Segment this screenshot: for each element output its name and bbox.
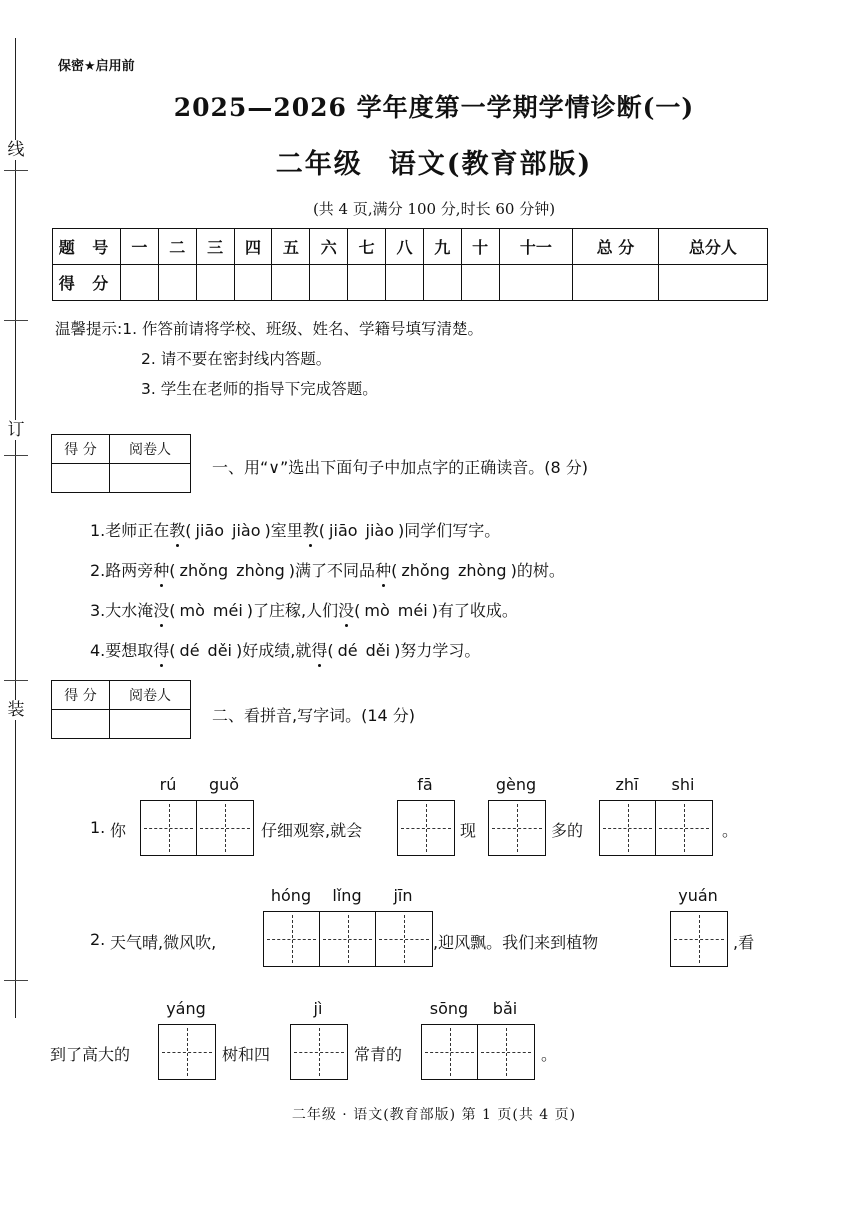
pinyin-option[interactable]: dé — [337, 641, 358, 660]
question-1-3: 3.大水淹没( mò méi )了庄稼,人们没( mò méi )有了收成。 — [90, 598, 518, 621]
pinyin-option[interactable]: jiāo — [329, 521, 358, 540]
score-cell[interactable] — [234, 265, 272, 301]
pinyin-option[interactable]: zhòng — [236, 561, 285, 580]
line1-text: 多的 — [551, 821, 584, 840]
grader-reviewer-label: 阅卷人 — [110, 681, 191, 710]
grader-reviewer-cell[interactable] — [110, 710, 191, 739]
score-col-header: 四 — [234, 229, 272, 265]
binding-tick — [4, 455, 28, 456]
page-footer: 二年级 · 语文(教育部版) 第 1 页(共 4 页) — [291, 1107, 577, 1123]
pinyin-option[interactable]: méi — [212, 601, 243, 620]
writing-grid[interactable] — [397, 800, 455, 856]
writing-grid[interactable] — [290, 1024, 348, 1080]
binding-char-xian: 线 — [7, 140, 25, 160]
binding-char-zhuang: 装 — [7, 700, 25, 720]
writing-grid[interactable] — [599, 800, 713, 856]
score-table — [52, 228, 768, 301]
score-col-header: 五 — [272, 229, 310, 265]
pinyin-option[interactable]: méi — [397, 601, 428, 620]
line2-text: 天气晴,微风吹, — [110, 933, 217, 952]
exam-subtitle — [0, 142, 868, 181]
binding-line — [15, 38, 16, 1018]
writing-grid[interactable] — [421, 1024, 535, 1080]
grader-score-cell[interactable] — [52, 464, 110, 493]
question-1-4: 4.要想取得( dé děi )好成绩,就得( dé děi )努力学习。 — [90, 638, 480, 661]
score-table-row-label: 题 号 — [53, 229, 121, 265]
binding-tick — [4, 320, 28, 321]
grader-score-label: 得 分 — [52, 681, 110, 710]
writing-grid[interactable] — [263, 911, 433, 967]
pinyin-option[interactable]: dé — [179, 641, 200, 660]
tip-item: 2. 请不要在密封线内答题。 — [141, 350, 332, 368]
line2-text: ,迎风飘。我们来到植物 — [433, 933, 599, 952]
pinyin: sōng — [429, 999, 469, 1018]
grade-label: 二年级 — [275, 149, 363, 180]
writing-grid[interactable] — [670, 911, 728, 967]
pinyin-option[interactable]: mò — [179, 601, 205, 620]
pinyin-option[interactable]: děi — [365, 641, 391, 660]
tip-item: 1. 作答前请将学校、班级、姓名、学籍号填写清楚。 — [122, 320, 483, 338]
pinyin: jì — [313, 999, 323, 1018]
pinyin: shi — [671, 775, 695, 794]
score-cell[interactable] — [272, 265, 310, 301]
score-cell[interactable] — [573, 265, 659, 301]
confidential-label: 保密★启用前 — [58, 59, 135, 74]
score-cell[interactable] — [461, 265, 499, 301]
line2-text: ,看 — [733, 933, 755, 952]
score-col-header: 八 — [386, 229, 424, 265]
tips-lead: 温馨提示: — [55, 320, 123, 338]
section1-title: 一、用“∨”选出下面句子中加点字的正确读音。(8 分) — [212, 458, 589, 477]
question-1-2: 2.路两旁种( zhǒng zhòng )满了不同品种( zhǒng zhòng )的树。 — [90, 558, 565, 581]
pinyin: guǒ — [208, 775, 240, 794]
score-table-score-row — [53, 265, 768, 301]
writing-grid[interactable] — [488, 800, 546, 856]
line3-text: 树和四 — [222, 1045, 271, 1064]
pinyin: fā — [417, 775, 433, 794]
binding-tick — [4, 680, 28, 681]
score-col-header: 九 — [423, 229, 461, 265]
dotted-char: 教 — [303, 518, 319, 541]
tips-block — [55, 314, 483, 404]
score-col-header: 总 分 — [573, 229, 659, 265]
line1-text: 现 — [460, 821, 477, 840]
line1-text: 。 — [722, 821, 739, 840]
score-cell[interactable] — [310, 265, 348, 301]
subject-label: 语文(教育部版) — [388, 149, 593, 180]
writing-grid[interactable] — [158, 1024, 216, 1080]
score-col-header: 三 — [196, 229, 234, 265]
pinyin: gèng — [495, 775, 537, 794]
pinyin: rú — [159, 775, 177, 794]
grader-reviewer-label: 阅卷人 — [110, 435, 191, 464]
pinyin-option[interactable]: zhǒng — [179, 561, 229, 580]
score-col-header: 十 — [461, 229, 499, 265]
line1-text: 你 — [110, 821, 127, 840]
grader-box — [51, 434, 191, 493]
section2-title: 二、看拼音,写字词。(14 分) — [212, 706, 416, 725]
dotted-char: 种 — [375, 558, 391, 581]
score-cell[interactable] — [196, 265, 234, 301]
score-cell[interactable] — [121, 265, 159, 301]
grader-box — [51, 680, 191, 739]
score-col-header: 七 — [348, 229, 386, 265]
pinyin-option[interactable]: jiāo — [195, 521, 225, 540]
writing-grid[interactable] — [140, 800, 254, 856]
score-cell[interactable] — [658, 265, 767, 301]
line3-text: 。 — [541, 1045, 558, 1064]
pinyin-option[interactable]: mò — [364, 601, 390, 620]
dotted-char: 得 — [153, 638, 169, 661]
score-col-header: 一 — [121, 229, 159, 265]
score-cell[interactable] — [499, 265, 572, 301]
exam-info: (共 4 页,满分 100 分,时长 60 分钟) — [312, 200, 556, 218]
line3-text: 常青的 — [354, 1045, 403, 1064]
grader-score-label: 得 分 — [52, 435, 110, 464]
score-cell[interactable] — [423, 265, 461, 301]
pinyin: zhī — [615, 775, 639, 794]
grader-reviewer-cell[interactable] — [110, 464, 191, 493]
pinyin-option[interactable]: jiào — [365, 521, 395, 540]
line1-text: 仔细观察,就会 — [261, 821, 363, 840]
pinyin-option[interactable]: zhǒng — [401, 561, 450, 580]
score-table-row-label: 得 分 — [53, 265, 121, 301]
pinyin-option[interactable]: zhòng — [457, 561, 507, 580]
pinyin: yáng — [166, 999, 206, 1018]
pinyin: jīn — [393, 886, 413, 905]
pinyin: hóng — [270, 886, 312, 905]
line3-text: 到了高大的 — [50, 1045, 131, 1064]
pinyin: yuán — [678, 886, 718, 905]
score-col-header: 总分人 — [658, 229, 767, 265]
dotted-char: 没 — [338, 598, 354, 621]
question-1-1: 1.老师正在教( jiāo jiào )室里教( jiāo jiào )同学们写字。 — [90, 518, 500, 541]
pinyin: bǎi — [492, 999, 518, 1018]
pinyin: lǐng — [332, 886, 362, 905]
dotted-char: 教 — [169, 518, 185, 541]
pinyin-option[interactable]: děi — [207, 641, 232, 660]
binding-char-ding: 订 — [7, 420, 25, 440]
pinyin-option[interactable]: jiào — [232, 521, 261, 540]
dotted-char: 得 — [311, 638, 327, 661]
score-cell[interactable] — [158, 265, 196, 301]
score-col-header: 六 — [310, 229, 348, 265]
tip-item: 3. 学生在老师的指导下完成答题。 — [141, 380, 378, 398]
exam-title: 2025—2026 学年度第一学期学情诊断(一) — [173, 93, 695, 122]
score-cell[interactable] — [386, 265, 424, 301]
dotted-char: 种 — [153, 558, 169, 581]
score-col-header: 二 — [158, 229, 196, 265]
line1-number: 1. — [90, 818, 106, 837]
grader-score-cell[interactable] — [52, 710, 110, 739]
dotted-char: 没 — [153, 598, 169, 621]
score-col-header: 十一 — [499, 229, 572, 265]
score-cell[interactable] — [348, 265, 386, 301]
line2-number: 2. — [90, 930, 106, 949]
score-table-header-row — [53, 229, 768, 265]
binding-tick — [4, 980, 28, 981]
